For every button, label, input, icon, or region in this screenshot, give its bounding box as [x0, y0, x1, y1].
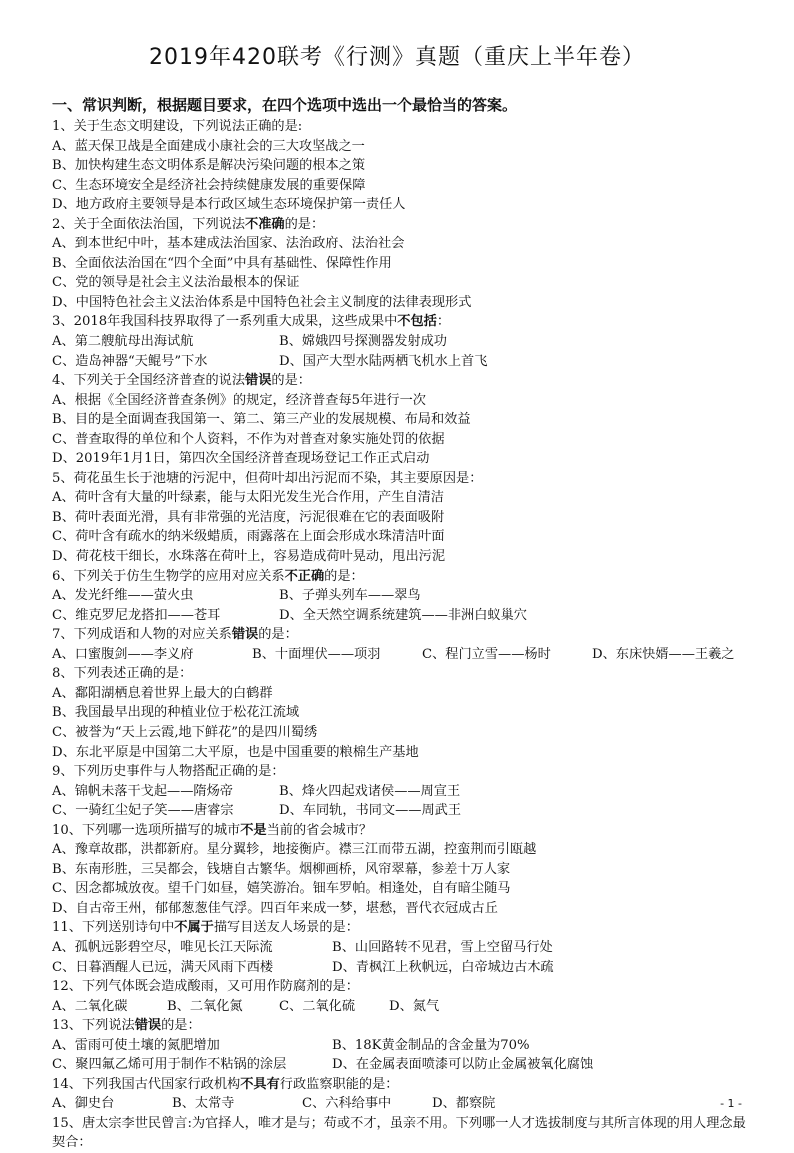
question-stem: 2、关于全面依法治国，下列说法不准确的是： [52, 216, 325, 232]
option: B、全面依法治国在“四个全面”中具有基础性、保障性作用 [52, 255, 392, 271]
option: B、18K黄金制品的含金量为70% [332, 1037, 530, 1053]
option: C、聚四氟乙烯可用于制作不粘锅的涂层 [52, 1057, 287, 1073]
option-row [52, 606, 752, 626]
question-stem: 14、下列我国古代国家行政机构不具有行政监察职能的是： [52, 1076, 399, 1092]
question-stem: 9、下列历史事件与人物搭配正确的是： [52, 764, 285, 780]
question-stem: 13、下列说法错误的是： [52, 1018, 201, 1034]
option: D、车同轨，书同文——周武王 [279, 803, 462, 819]
option: C、一骑红尘妃子笑——唐睿宗 [52, 803, 234, 819]
option: B、子弹头列车——翠鸟 [279, 588, 421, 604]
option: B、我国最早出现的种植业位于松花江流域 [52, 705, 300, 721]
option-row [52, 1055, 752, 1075]
option: A、第二艘航母出海试航 [52, 334, 194, 350]
option: C、党的领导是社会主义法治最根本的保证 [52, 275, 300, 291]
option: B、嫦娥四号探测器发射成功 [279, 334, 447, 350]
option: C、二氧化硫 [279, 998, 356, 1014]
option-row [52, 801, 752, 821]
option: A、蓝天保卫战是全面建成小康社会的三大攻坚战之一 [52, 138, 365, 154]
option-row [52, 958, 752, 978]
question-stem: 1、关于生态文明建设，下列说法正确的是: [52, 119, 303, 134]
question-list [52, 117, 752, 1153]
option: A、鄱阳湖栖息着世界上最大的白鹤群 [52, 685, 273, 701]
option: C、荷叶含有疏水的纳米级蜡质，雨露落在上面会形成水珠清洁叶面 [52, 529, 445, 545]
option: A、口蜜腹剑——李义府 [52, 646, 194, 662]
option: B、荷叶表面光滑，具有非常强的光洁度，污泥很难在它的表面吸附 [52, 509, 445, 525]
option-row [52, 1036, 752, 1056]
option: B、烽火四起戏诸侯——周宣王 [279, 783, 461, 799]
option: D、氮气 [389, 998, 440, 1014]
page-number: - 1 - [720, 1097, 742, 1110]
option: A、发光纤维——萤火虫 [52, 588, 194, 604]
option: D、2019年1月1日，第四次全国经济普查现场登记工作正式启动 [52, 451, 430, 467]
option: A、孤帆远影碧空尽，唯见长江天际流 [52, 939, 273, 955]
option: C、程门立雪——杨时 [422, 646, 551, 662]
question-stem: 4、下列关于全国经济普查的说法错误的是： [52, 373, 311, 389]
option-row [52, 938, 752, 958]
option-row [52, 997, 752, 1017]
option: C、六科给事中 [302, 1096, 392, 1112]
page-title: 2019年420联考《行测》真题（重庆上半年卷） [149, 45, 645, 70]
option: D、青枫江上秋帆远，白帝城边古木疏 [332, 959, 554, 975]
option-row [52, 1094, 752, 1114]
option: A、御史台 [52, 1096, 115, 1112]
option-row [52, 332, 752, 352]
option: C、因念都城放夜。望千门如昼，嬉笑游冶。钿车罗帕。相逢处，自有暗尘随马 [52, 881, 511, 897]
question-stem: 10、下列哪一选项所描写的城市不是当前的省会城市？ [52, 822, 373, 838]
question-stem: 6、下列关于仿生生物学的应用对应关系不正确的是： [52, 568, 364, 584]
option: A、雷雨可使土壤的氮肥增加 [52, 1037, 220, 1053]
option: B、加快构建生态文明体系是解决污染问题的根本之策 [52, 158, 366, 174]
option: B、山回路转不见君，雪上空留马行处 [332, 939, 553, 955]
option: B、东南形胜，三吴都会，钱塘自古繁华。烟柳画桥，风帘翠幕，参差十万人家 [52, 861, 511, 877]
option-row [52, 586, 752, 606]
option: D、中国特色社会主义法治体系是中国特色社会主义制度的法律表现形式 [52, 294, 472, 310]
option-row [52, 782, 752, 802]
option: A、到本世纪中叶，基本建成法治国家、法治政府、法治社会 [52, 236, 405, 252]
question-stem: 12、下列气体既会造成酸雨，又可用作防腐剂的是： [52, 979, 359, 995]
question-stem: 11、下列送别诗句中不属于描写目送友人场景的是： [52, 920, 359, 936]
option-row [52, 352, 752, 372]
option: B、十面埋伏——项羽 [252, 646, 381, 662]
option: D、地方政府主要领导是本行政区域生态环境保护第一责任人 [52, 197, 406, 213]
option: B、目的是全面调查我国第一、第二、第三产业的发展规模、布局和效益 [52, 412, 471, 428]
option: D、自古帝王州，郁郁葱葱佳气浮。四百年来成一梦，堪愁，晋代衣冠成古丘 [52, 900, 498, 916]
option: A、豫章故郡，洪都新府。星分翼轸，地接衡庐。襟三江而带五湖，控蛮荆而引瓯越 [52, 842, 537, 858]
option: C、生态环境安全是经济社会持续健康发展的重要保障 [52, 177, 366, 193]
option: A、根据《全国经济普查条例》的规定，经济普查每5年进行一次 [52, 392, 426, 408]
option: C、造岛神器“天鲲号”下水 [52, 353, 208, 369]
question-stem: 15、唐太宗李世民曾言:为官择人，唯才是与；苟或不才，虽亲不用。下列哪一人才选拔制度与其所言体现的用人理念最契合： [52, 1115, 746, 1151]
option: A、荷叶含有大量的叶绿素，能与太阳光发生光合作用，产生自清洁 [52, 490, 444, 506]
option: C、普查取得的单位和个人资料，不作为对普查对象实施处罚的依据 [52, 431, 445, 447]
section-heading: 一、常识判断，根据题目要求，在四个选项中选出一个最恰当的答案。 [52, 96, 518, 114]
option: B、太常寺 [172, 1096, 235, 1112]
option: D、东床快婿——王羲之 [592, 646, 735, 662]
option: D、国产大型水陆两栖飞机水上首飞 [279, 353, 488, 369]
option: A、二氧化碳 [52, 998, 128, 1014]
option: C、被誉为“天上云霞,地下鲜花”的是四川蜀绣 [52, 724, 318, 740]
question-stem: 5、荷花虽生长于池塘的污泥中，但荷叶却出污泥而不染，其主要原因是： [52, 470, 483, 486]
option: D、全天然空调系统建筑——非洲白蚁巢穴 [279, 607, 527, 623]
option: C、维克罗尼龙搭扣——苍耳 [52, 607, 221, 623]
option: A、锦帆未落干戈起——隋炀帝 [52, 783, 233, 799]
option: B、二氧化氮 [167, 998, 243, 1014]
option: C、日暮酒醒人已远，满天风雨下西楼 [52, 959, 274, 975]
option: D、都察院 [432, 1096, 496, 1112]
option-row [52, 645, 752, 665]
question-stem: 7、下列成语和人物的对应关系错误的是： [52, 627, 298, 643]
option: D、东北平原是中国第二大平原，也是中国重要的粮棉生产基地 [52, 744, 419, 760]
option: D、荷花枝干细长，水珠落在荷叶上，容易造成荷叶晃动，甩出污泥 [52, 549, 446, 565]
question-stem: 3、2018年我国科技界取得了一系列重大成果，这些成果中不包括： [52, 314, 451, 330]
question-stem: 8、下列表述正确的是： [52, 666, 193, 682]
option: D、在金属表面喷漆可以防止金属被氧化腐蚀 [332, 1057, 594, 1073]
